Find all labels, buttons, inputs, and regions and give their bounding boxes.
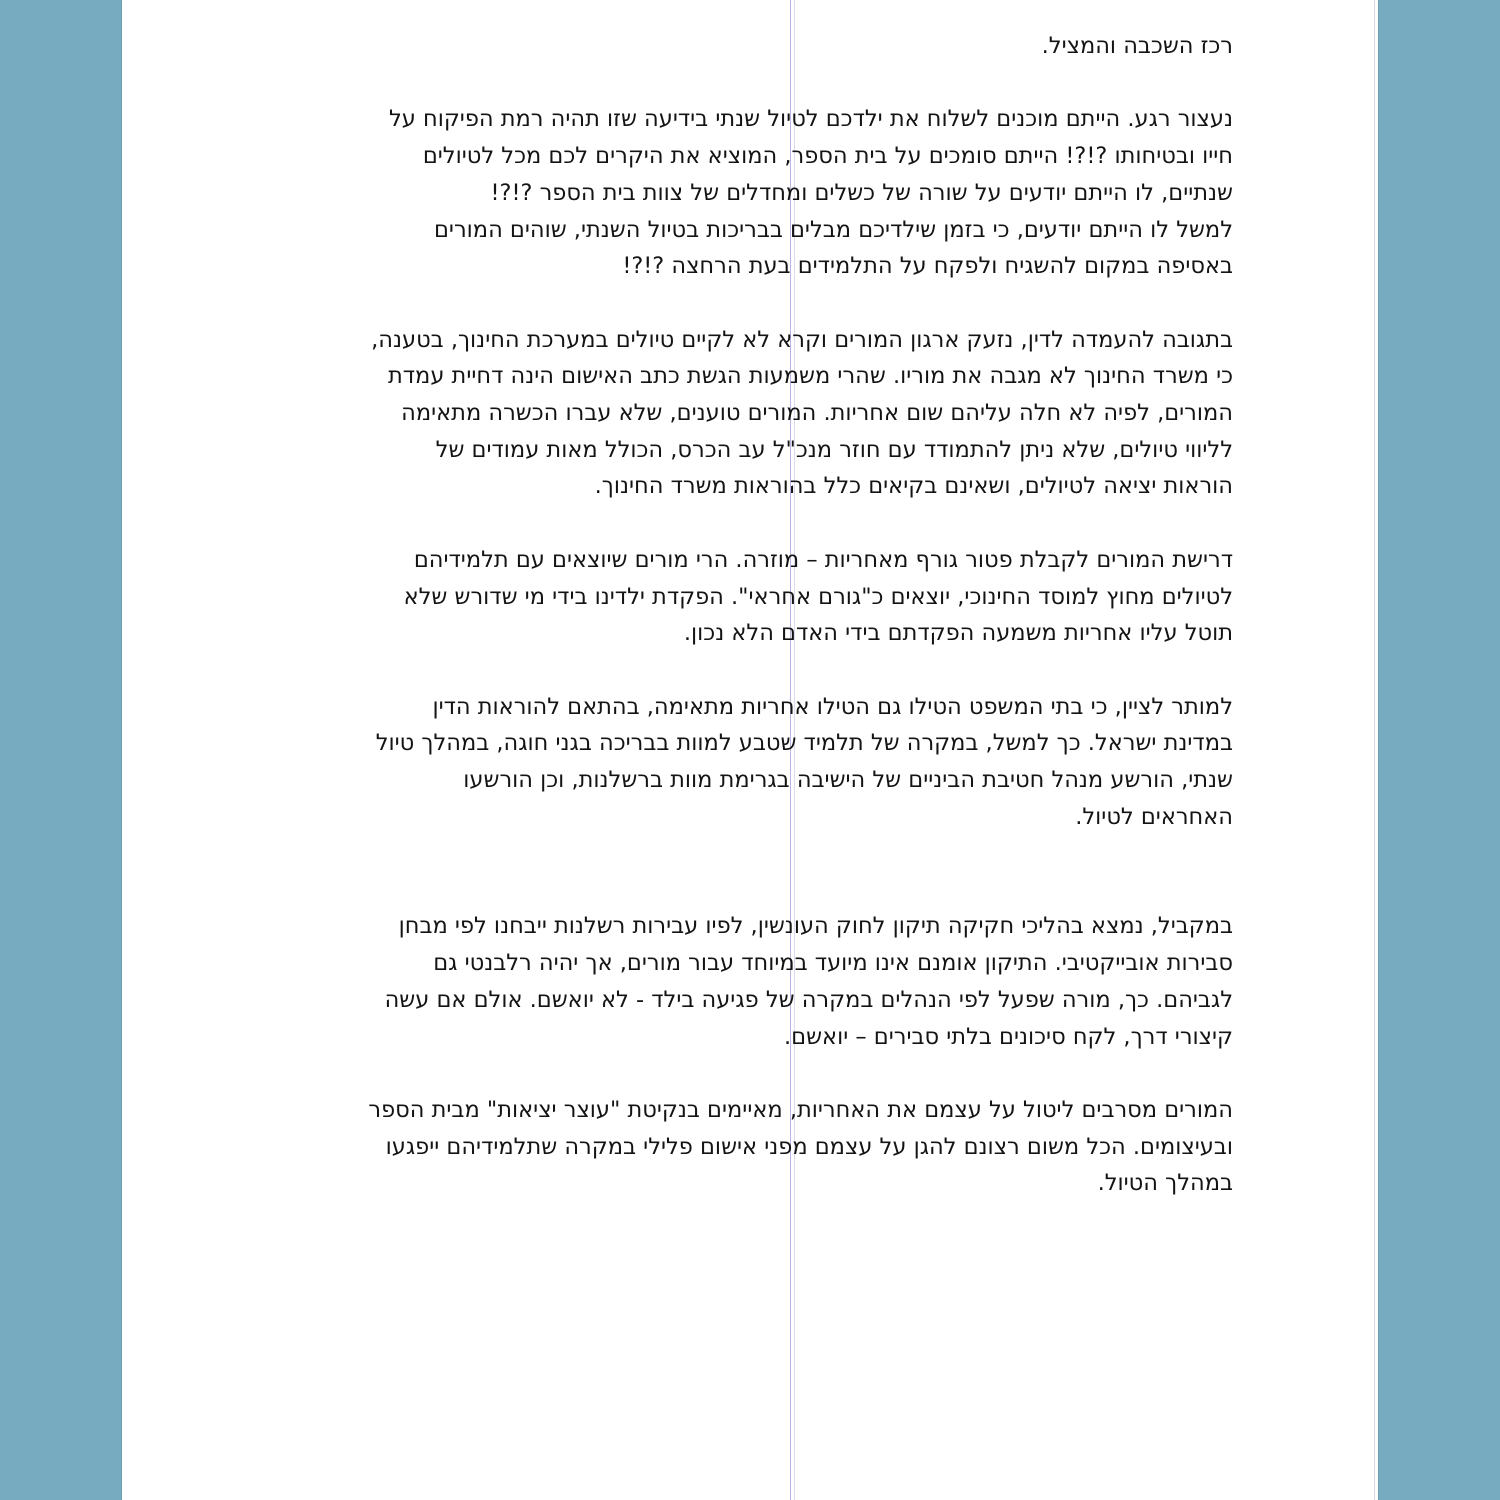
paragraph-1 [248,101,1233,285]
paragraph-6 [248,1092,1233,1202]
paragraph-5 [248,908,1233,1055]
document-title-line [248,28,1233,65]
paragraph-2 [248,322,1233,506]
text-line: לליווי טיולים, שלא ניתן להתמודד עם חוזר מנכ"ל עב הכרס, הכולל מאות עמודים של [435,436,1233,463]
text-line: למשל לו הייתם יודעים, כי בזמן שילדיכם מבלים בבריכות בטיול השנתי, שוהים המורים [434,216,1233,243]
text-line: המורים מסרבים ליטול על עצמם את האחריות, מאיימים בנקיטת "עוצר יציאות" מבית הספר [368,1096,1233,1123]
text-line: חייו ובטיחותו ?!?! הייתם סומכים על בית הספר, המוציא את היקרים לכם מכל לטיולים [422,143,1233,170]
text-line: האחראים לטיול. [1075,803,1233,830]
paragraph-4 [248,689,1233,836]
text-line: למותר לציין, כי בתי המשפט הטילו גם הטילו אחריות מתאימה, בהתאם להוראות הדין [432,693,1233,720]
text-line: לטיולים מחוץ למוסד החינוכי, יוצאים כ"גורם אחראי". הפקדת ילדינו בידי מי שדורש שלא [403,583,1233,610]
text-line: קיצורי דרך, לקח סיכונים בלתי סבירים – יואשם. [784,1023,1233,1050]
text-line: במקביל, נמצא בהליכי חקיקה תיקון לחוק העונשין, לפיו עבירות רשלנות ייבחנו לפי מבחן [398,913,1233,940]
text-line: הוראות יציאה לטיולים, ושאינם בקיאים כלל בהוראות משרד החינוך. [594,473,1233,500]
scan-artifact-line [1374,0,1375,1500]
text-line: במדינת ישראל. כך למשל, במקרה של תלמיד שטבע למוות בבריכה בגני חוגה, במהלך טיול [375,730,1233,757]
text-line: המורים, לפיה לא חלה עליהם שום אחריות. המורים טוענים, שלא עברו הכשרה מתאימה [401,400,1233,426]
text-line: באסיפה במקום להשגיח ולפקח על התלמידים בעת הרחצה ?!?! [622,253,1233,280]
paragraph-3 [248,542,1233,652]
text-line: שנתיים, לו הייתם יודעים על שורה של כשלים ומחדלים של צוות בית הספר ?!?! [490,179,1233,206]
text-line: סבירות אובייקטיבי. התיקון אומנם אינו מיועד במיוחד עבור מורים, אך יהיה רלבנטי גם [433,950,1233,977]
scanned-page [122,0,1378,1500]
text-line: לגביהם. כך, מורה שפעל לפי הנהלים במקרה של פגיעה בילד - לא יואשם. אולם אם עשה [384,986,1233,1013]
text-line: רכז השכבה והמציל. [1041,33,1233,59]
document-body [248,28,1233,1239]
text-line: כי משרד החינוך לא מגבה את מוריו. שהרי משמעות הגשת כתב האישום הינה דחיית עמדת [387,363,1233,390]
text-line: שנתי, הורשע מנהל חטיבת הביניים של הישיבה בגרימת מוות ברשלנות, וכן הורשעו [463,767,1233,793]
text-line: בתגובה להעמדה לדין, נזעק ארגון המורים וקרא לא לקיים טיולים במערכת החינוך, בטענה, [371,326,1233,353]
text-line: דרישת המורים לקבלת פטור גורף מאחריות – מוזרה. הרי מורים שיוצאים עם תלמידיהם [413,546,1233,573]
text-line: תוטל עליו אחריות משמעה הפקדתם בידי האדם הלא נכון. [683,620,1233,647]
text-line: במהלך הטיול. [1097,1170,1233,1197]
text-line: נעצור רגע. הייתם מוכנים לשלוח את ילדכם לטיול שנתי בידיעה שזו תהיה רמת הפיקוח על [388,106,1233,133]
text-line: ובעיצומים. הכל משום רצונם להגן על עצמם מפני אישום פלילי במקרה שתלמידיהם ייפגעו [385,1133,1233,1160]
